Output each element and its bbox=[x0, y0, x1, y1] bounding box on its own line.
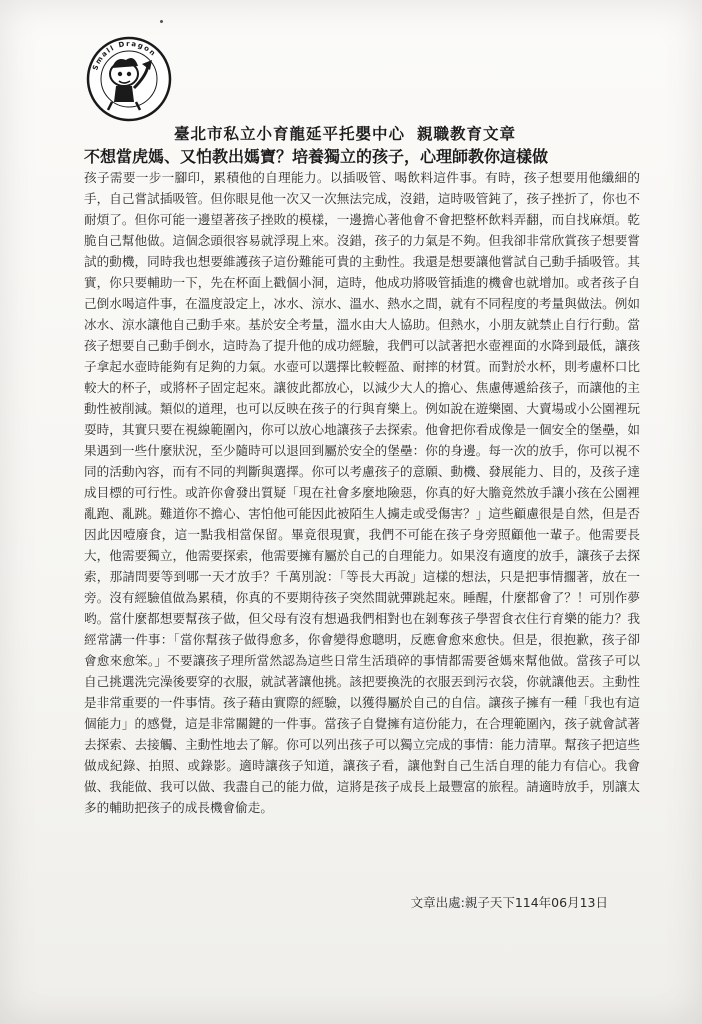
article-body: 孩子需要一步一腳印，累積他的自理能力。以插吸管、喝飲料這件事。有時，孩子想要用他纖細的手，自己嘗試插吸管。但你眼見他一次又一次無法完成，沒錯，這時吸管鈍了，孩子挫折了，你也不耐煩了。但你可能一邊望著孩子挫敗的模樣，一邊擔心著他會不會把整杯飲料弄翻，而自找麻煩。乾脆自己幫他做。這個念頭很容易就浮現上來。沒錯，孩子的力氣是不夠。但我卻非常欣賞孩子想要嘗試的動機，同時我也想要維護孩子這份難能可貴的主動性。我還是想要讓他嘗試自己動手插吸管。其實，你只要輔助一下，先在杯面上戳個小洞，這時，他成功將吸管插進的機會也就增加。或者孩子自己倒水喝這件事，在溫度設定上，冰水、涼水、溫水、熱水之間，就有不同程度的考量與做法。例如冰水、涼水讓他自己動手來。基於安全考量，溫水由大人協助。但熱水，小朋友就禁止自行行動。當孩子想要自己動手倒水，這時為了提升他的成功經驗，我們可以試著把水壺裡面的水降到最低，讓孩子拿起水壺時能夠有足夠的力氣。水壺可以選擇比較輕盈、耐摔的材質。而對於水杯，則考慮杯口比較大的杯子，或將杯子固定起來。讓彼此都放心，以減少大人的擔心、焦慮傳遞給孩子，而讓他的主動性被削減。類似的道理，也可以反映在孩子的行與育樂上。例如說在遊樂園、大賣場或小公園裡玩耍時，其實只要在視線範圍內，你可以放心地讓孩子去探索。他會把你看成像是一個安全的堡壘，如果遇到一些什麼狀況，至少隨時可以退回到屬於安全的堡壘：你的身邊。每一次的放手，你可以視不同的活動內容，而有不同的判斷與選擇。你可以考慮孩子的意願、動機、發展能力、目的，及孩子達成目標的可行性。或許你會發出質疑「現在社會多麼地險惡，你真的好大膽竟然放手讓小孩在公園裡亂跑、亂跳。難道你不擔心、害怕他可能因此被陌生人擄走或受傷害？」這些顧慮很是自然，但是否因此因噎廢食，這一點我相當保留。畢竟很現實，我們不可能在孩子身旁照顧他一輩子。他需要長大，他需要獨立，他需要探索，他需要擁有屬於自己的自理能力。如果沒有適度的放手，讓孩子去探索，那請問要等到哪一天才放手？千萬別說：「等長大再說」這樣的想法，只是把事情擱著，放在一旁。沒有經驗值做為累積，你真的不要期待孩子突然間就彈跳起來。睡醒，什麼都會了？！可別作夢哟。當什麼都想要幫孩子做，但父母有沒有想過我們相對也在剝奪孩子學習食衣住行育樂的能力？我經常講一件事：「當你幫孩子做得愈多，你會變得愈聰明，反應會愈來愈快。但是，很抱歉，孩子卻會愈來愈笨。」不要讓孩子理所當然認為這些日常生活瑣碎的事情都需要爸媽來幫他做。當孩子可以自己挑選洗完澡後要穿的衣服，就試著讓他挑。該把要換洗的衣服丟到污衣袋，你就讓他丟。主動性是非常重要的一件事情。孩子藉由實際的經驗，以獲得屬於自己的自信。讓孩子擁有一種「我也有這個能力」的感覺，這是非常關鍵的一件事。當孩子自覺擁有這份能力，在合理範圍內，孩子就會試著去探索、去接觸、主動性地去了解。你可以列出孩子可以獨立完成的事情：能力清單。幫孩子把這些做成紀錄、拍照、或錄影。適時讓孩子知道，讓孩子看，讓他對自己生活自理的能力有信心。我會做、我能做、我可以做、我盡自己的能力做，這將是孩子成長上最豐富的旅程。請適時放手，別讓太多的輔助把孩子的成長機會偷走。 bbox=[84, 170, 640, 815]
speck-mark bbox=[160, 20, 163, 23]
logo-ring-text: Small Dragon bbox=[91, 39, 158, 72]
school-header bbox=[174, 122, 594, 144]
column-name: 親職教育文章 bbox=[417, 124, 517, 143]
child-doodle-logo-icon bbox=[86, 36, 172, 122]
school-name: 臺北市私立小育龍延平托嬰中心 bbox=[174, 124, 406, 143]
article-source: 文章出處:親子天下114年06月13日 bbox=[410, 895, 608, 910]
article-headline: 不想當虎媽、又怕教出媽寶？培養獨立的孩子，心理師教你這樣做 bbox=[84, 147, 549, 166]
